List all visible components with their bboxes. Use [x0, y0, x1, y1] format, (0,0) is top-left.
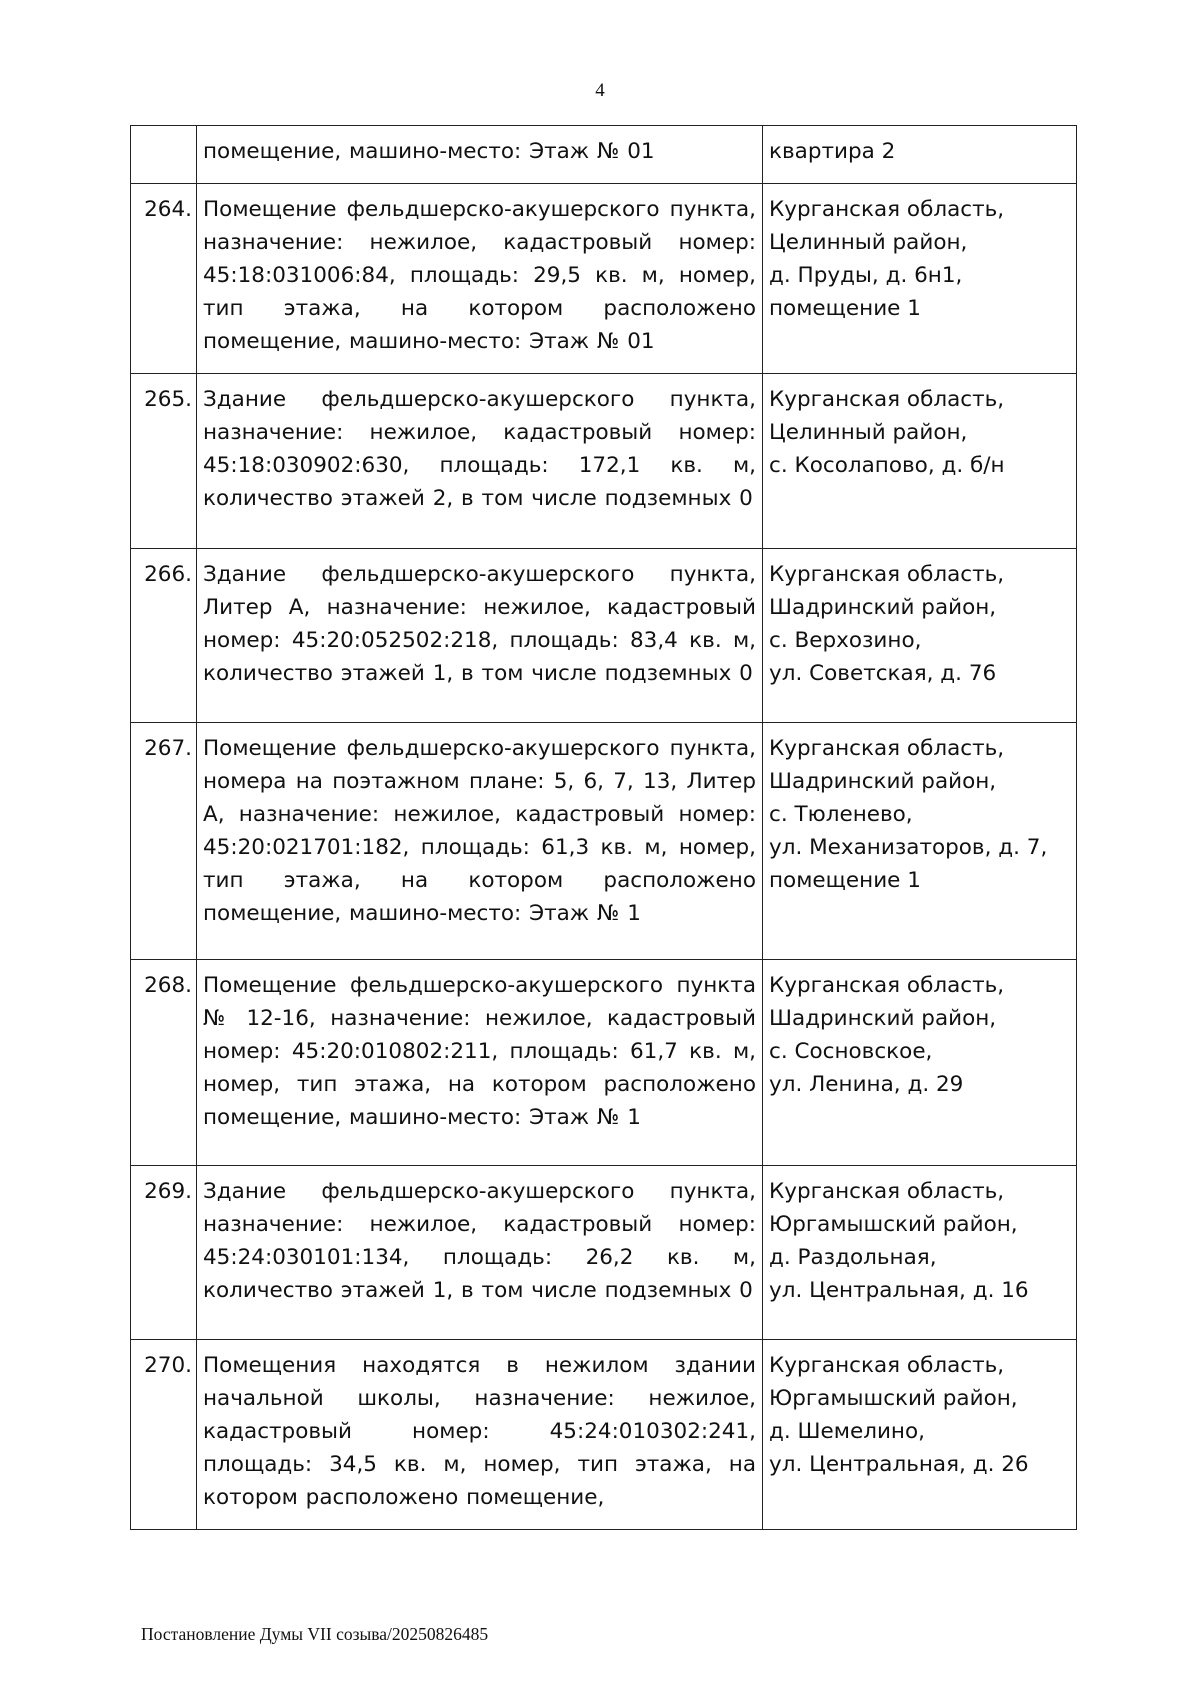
property-description: Помещение фельдшерско-акушерского пункта, назначение: нежилое, кадастровый номер: 45:18:031006:84, площадь: 29,5 кв. м, номер, тип этажа, на котором расположено помещение, машино-место: Этаж № 01	[197, 184, 763, 374]
address-line: с. Сосновское,	[769, 1039, 933, 1064]
address-line: с. Косолапово, д. б/н	[769, 453, 1005, 478]
address-line: помещение 1	[769, 868, 921, 893]
address-line: Шадринский район,	[769, 1006, 997, 1031]
address-line: Шадринский район,	[769, 595, 997, 620]
table-row	[131, 960, 1077, 1166]
row-number: 265.	[131, 374, 197, 549]
address-line: Курганская область,	[769, 387, 1005, 412]
property-address	[763, 374, 1077, 549]
address-line: Курганская область,	[769, 973, 1005, 998]
address-line: с. Верхозино,	[769, 628, 922, 653]
property-address	[763, 184, 1077, 374]
address-line: с. Тюленево,	[769, 802, 913, 827]
page-number: 4	[595, 80, 605, 101]
row-number: 268.	[131, 960, 197, 1166]
row-number: 264.	[131, 184, 197, 374]
row-number: 266.	[131, 549, 197, 723]
row-number: 270.	[131, 1340, 197, 1530]
property-address	[763, 960, 1077, 1166]
address-line: д. Шемелино,	[769, 1419, 925, 1444]
row-number: 267.	[131, 723, 197, 960]
address-line: Целинный район,	[769, 420, 968, 445]
table-row	[131, 126, 1077, 184]
property-description: Здание фельдшерско-акушерского пункта, Литер А, назначение: нежилое, кадастровый номер: 45:20:052502:218, площадь: 83,4 кв. м, количество этажей 1, в том числе подземных 0	[197, 549, 763, 723]
property-description: Здание фельдшерско-акушерского пункта, назначение: нежилое, кадастровый номер: 45:18:030902:630, площадь: 172,1 кв. м, количество этажей 2, в том числе подземных 0	[197, 374, 763, 549]
address-line: ул. Ленина, д. 29	[769, 1072, 964, 1097]
property-description: Помещение фельдшерско-акушерского пункта № 12-16, назначение: нежилое, кадастровый номер: 45:20:010802:211, площадь: 61,7 кв. м, номер, тип этажа, на котором расположено помещение, машино-место: Этаж № 1	[197, 960, 763, 1166]
address-line: ул. Центральная, д. 16	[769, 1278, 1029, 1303]
row-number: 269.	[131, 1166, 197, 1340]
address-line: Целинный район,	[769, 230, 968, 255]
table-row	[131, 374, 1077, 549]
address-line: квартира 2	[769, 139, 896, 164]
table-row	[131, 723, 1077, 960]
address-line: Юргамышский район,	[769, 1386, 1018, 1411]
table-row	[131, 549, 1077, 723]
property-table	[130, 125, 1077, 1530]
document-footer: Постановление Думы VII созыва/20250826485	[141, 1624, 489, 1644]
table-row	[131, 184, 1077, 374]
address-line: Курганская область,	[769, 562, 1005, 587]
address-line: ул. Механизаторов, д. 7,	[769, 835, 1048, 860]
address-line: д. Пруды, д. 6н1,	[769, 263, 963, 288]
property-address	[763, 549, 1077, 723]
property-address	[763, 1340, 1077, 1530]
table-row	[131, 1340, 1077, 1530]
property-description: Помещение фельдшерско-акушерского пункта, номера на поэтажном плане: 5, 6, 7, 13, Литер А, назначение: нежилое, кадастровый номер: 45:20:021701:182, площадь: 61,3 кв. м, номер, тип этажа, на котором расположено помещение, машино-место: Этаж № 1	[197, 723, 763, 960]
address-line: ул. Советская, д. 76	[769, 661, 997, 686]
property-address	[763, 1166, 1077, 1340]
address-line: Курганская область,	[769, 197, 1005, 222]
address-line: помещение 1	[769, 296, 921, 321]
property-table-body	[131, 126, 1077, 1530]
address-line: Шадринский район,	[769, 769, 997, 794]
property-description: Здание фельдшерско-акушерского пункта, назначение: нежилое, кадастровый номер: 45:24:030101:134, площадь: 26,2 кв. м, количество этажей 1, в том числе подземных 0	[197, 1166, 763, 1340]
property-address	[763, 126, 1077, 184]
address-line: Курганская область,	[769, 736, 1005, 761]
address-line: Курганская область,	[769, 1179, 1005, 1204]
address-line: Юргамышский район,	[769, 1212, 1018, 1237]
property-description: Помещения находятся в нежилом здании начальной школы, назначение: нежилое, кадастровый номер: 45:24:010302:241, площадь: 34,5 кв. м, номер, тип этажа, на котором расположено помещение,	[197, 1340, 763, 1530]
property-description: помещение, машино-место: Этаж № 01	[197, 126, 763, 184]
property-address	[763, 723, 1077, 960]
table-row	[131, 1166, 1077, 1340]
address-line: д. Раздольная,	[769, 1245, 937, 1270]
row-number	[131, 126, 197, 184]
address-line: ул. Центральная, д. 26	[769, 1452, 1029, 1477]
address-line: Курганская область,	[769, 1353, 1005, 1378]
